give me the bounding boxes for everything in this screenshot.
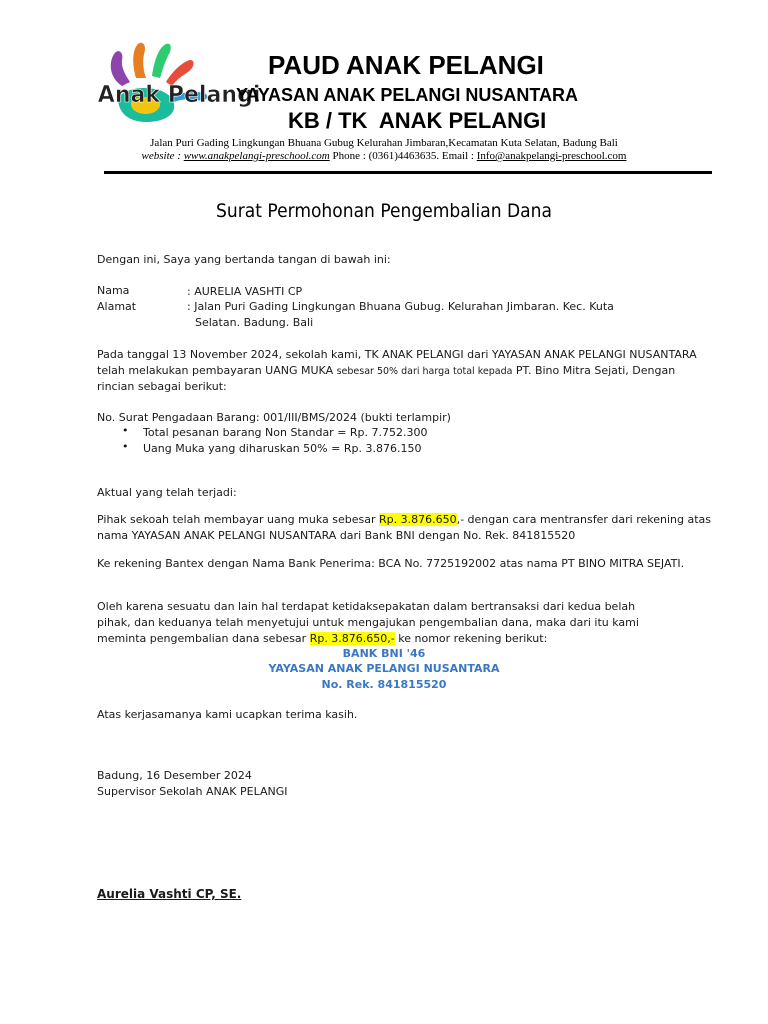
school-name: PAUD ANAK PELANGI: [268, 50, 544, 80]
school-address: Jalan Puri Gading Lingkungan Bhuana Gubug Kelurahan Jimbaran,Kecamatan Kuta Selatan, Badung Bali: [150, 137, 618, 149]
address-value-line1: : Jalan Puri Gading Lingkungan Bhuana Gubug. Kelurahan Jimbaran. Kec. Kuta: [187, 300, 614, 313]
actual-heading: Aktual yang telah terjadi:: [97, 486, 237, 499]
paragraph1-line3: rincian sebagai berikut:: [97, 380, 227, 393]
school-logo: [92, 38, 261, 124]
signatory-name: Aurelia Vashti CP, SE.: [97, 887, 242, 901]
paragraph1-line1: Pada tanggal 13 November 2024, sekolah kami, TK ANAK PELANGI dari YAYASAN ANAK PELANGI NUSANTARA: [97, 348, 697, 361]
school-level: KB / TK ANAK PELANGI: [288, 108, 547, 133]
reference-line: No. Surat Pengadaan Barang: 001/III/BMS/2024 (bukti terlampir): [97, 411, 451, 424]
bullet-icon: •: [122, 440, 129, 453]
paragraph4-line1: Oleh karena sesuatu dan lain hal terdapat ketidaksepakatan dalam bertransaksi dari kedua belah: [97, 600, 636, 613]
phone-text: Phone : (0361)4463635. Email :: [329, 150, 477, 162]
website-link[interactable]: www.anakpelangi-preschool.com: [183, 150, 330, 162]
intro-text: Dengan ini, Saya yang bertanda tangan di bawah ini:: [97, 253, 391, 266]
document-title: Surat Permohonan Pengembalian Dana: [216, 200, 552, 222]
logo-text: Anak Pelangi: [97, 81, 261, 109]
contact-line: [0, 150, 768, 162]
highlighted-amount: Rp. 3.876.650: [378, 513, 457, 526]
address-label: Alamat: [97, 300, 137, 313]
name-value: : AURELIA VASHTI CP: [187, 285, 303, 298]
bullet-icon: •: [122, 424, 129, 437]
paragraph1-line2: telah melakukan pembayaran UANG MUKA sebesar 50% dari harga total kepada PT. Bino Mitra Sejati, Dengan: [97, 364, 676, 377]
email-link[interactable]: Info@anakpelangi-preschool.com: [476, 150, 627, 162]
paragraph2-line2: nama YAYASAN ANAK PELANGI NUSANTARA dari Bank BNI dengan No. Rek. 841815520: [97, 529, 576, 542]
bank-account-number: No. Rek. 841815520: [321, 678, 447, 691]
paragraph2-line1: Pihak sekoah telah membayar uang muka sebesar Rp. 3.876.650,- dengan cara mentransfer dari rekening atas: [97, 513, 712, 526]
website-label: website :: [141, 150, 184, 162]
paragraph4-line2: pihak, dan keduanya telah menyetujui untuk mengajukan pengembalian dana, maka dari itu kami: [97, 616, 639, 629]
bank-account-holder: YAYASAN ANAK PELANGI NUSANTARA: [268, 662, 500, 675]
foundation-name: YAYASAN ANAK PELANGI NUSANTARA: [236, 85, 579, 105]
highlighted-amount: Rp. 3.876.650,-: [309, 632, 395, 645]
paragraph4-line3: meminta pengembalian dana sebesar Rp. 3.876.650,- ke nomor rekening berikut:: [97, 632, 548, 645]
bullet-item: Uang Muka yang diharuskan 50% = Rp. 3.876.150: [143, 442, 422, 455]
header-divider: [104, 171, 712, 174]
address-value-line2: Selatan. Badung. Bali: [195, 316, 314, 329]
closing-thanks: Atas kerjasamanya kami ucapkan terima kasih.: [97, 708, 358, 721]
place-date: Badung, 16 Desember 2024: [97, 769, 252, 782]
bullet-item: Total pesanan barang Non Standar = Rp. 7.752.300: [143, 426, 428, 439]
signer-position: Supervisor Sekolah ANAK PELANGI: [97, 785, 288, 798]
bank-name: BANK BNI '46: [342, 647, 426, 660]
paragraph3: Ke rekening Bantex dengan Nama Bank Penerima: BCA No. 7725192002 atas nama PT BINO MITRA SEJATI.: [97, 557, 685, 570]
name-label: Nama: [97, 284, 130, 297]
